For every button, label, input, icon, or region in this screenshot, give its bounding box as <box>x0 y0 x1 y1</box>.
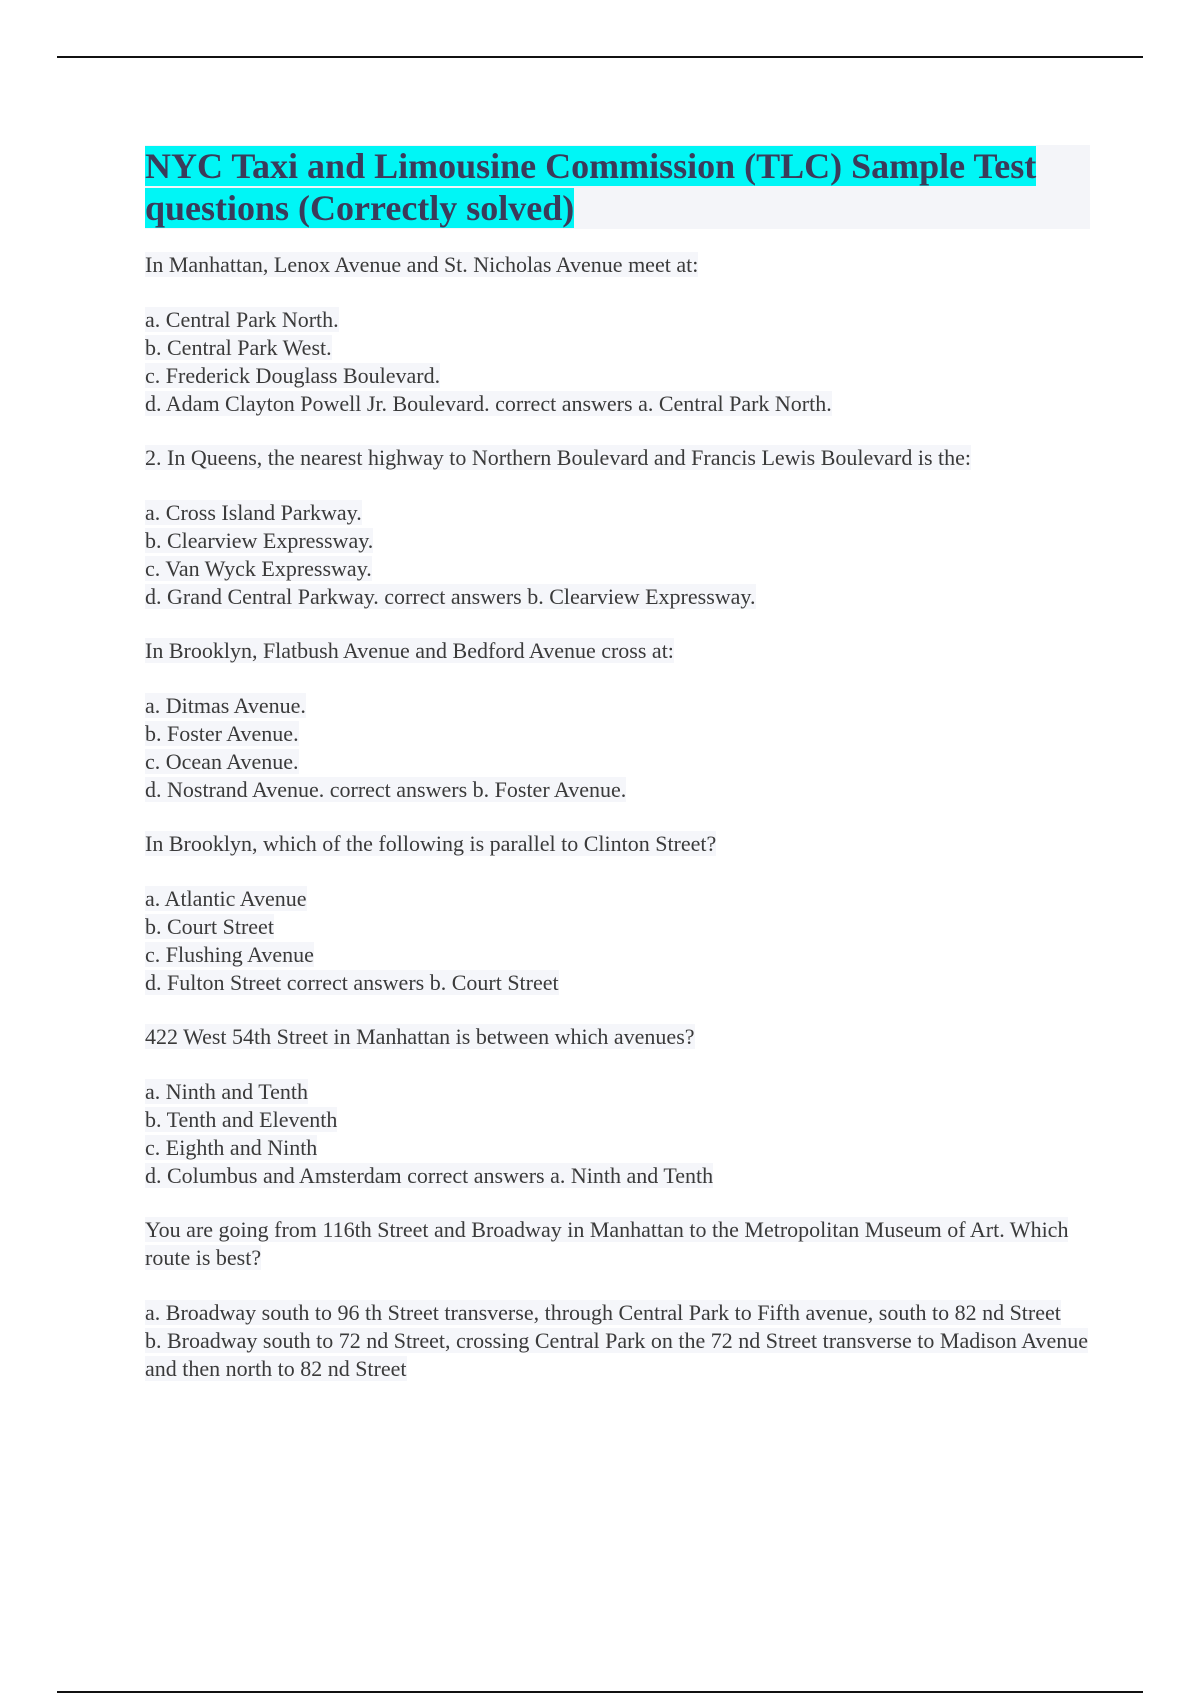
option-b: b. Central Park West. <box>145 335 332 360</box>
option-a: a. Cross Island Parkway. <box>145 500 362 525</box>
question-4 <box>145 830 1090 997</box>
question-text: You are going from 116th Street and Broadway in Manhattan to the Metropolitan Museum of Art. Which route is best? <box>145 1217 1069 1270</box>
option-c: c. Eighth and Ninth <box>145 1135 318 1160</box>
option-c: c. Ocean Avenue. <box>145 749 299 774</box>
option-d-with-answer: d. Grand Central Parkway. correct answers b. Clearview Expressway. <box>145 584 756 609</box>
option-a: a. Broadway south to 96 th Street transverse, through Central Park to Fifth avenue, south to 82 nd Street <box>145 1300 1061 1325</box>
document-body <box>145 145 1090 1409</box>
option-d-with-answer: d. Nostrand Avenue. correct answers b. Foster Avenue. <box>145 777 627 802</box>
option-d-with-answer: d. Fulton Street correct answers b. Court Street <box>145 970 559 995</box>
option-a: a. Atlantic Avenue <box>145 886 307 911</box>
document-title: NYC Taxi and Limousine Commission (TLC) Sample Test questions (Correctly solved) <box>145 146 1037 228</box>
option-b: b. Broadway south to 72 nd Street, crossing Central Park on the 72 nd Street transverse to Madison Avenue and then north to 82 nd Street <box>145 1328 1088 1381</box>
option-a: a. Ninth and Tenth <box>145 1079 309 1104</box>
question-text: In Manhattan, Lenox Avenue and St. Nicholas Avenue meet at: <box>145 252 699 277</box>
option-c: c. Frederick Douglass Boulevard. <box>145 363 441 388</box>
answer-options <box>145 306 1090 418</box>
question-1 <box>145 251 1090 418</box>
footer-rule <box>57 1691 1143 1693</box>
option-c: c. Flushing Avenue <box>145 942 314 967</box>
option-d-with-answer: d. Adam Clayton Powell Jr. Boulevard. correct answers a. Central Park North. <box>145 391 832 416</box>
option-a: a. Ditmas Avenue. <box>145 693 306 718</box>
option-c: c. Van Wyck Expressway. <box>145 556 372 581</box>
question-text: 422 West 54th Street in Manhattan is between which avenues? <box>145 1024 695 1049</box>
answer-options <box>145 499 1090 611</box>
question-2 <box>145 444 1090 611</box>
option-b: b. Court Street <box>145 914 274 939</box>
answer-options <box>145 1078 1090 1190</box>
option-b: b. Tenth and Eleventh <box>145 1107 338 1132</box>
title-block <box>145 145 1090 229</box>
option-d-with-answer: d. Columbus and Amsterdam correct answers a. Ninth and Tenth <box>145 1163 714 1188</box>
option-b: b. Clearview Expressway. <box>145 528 374 553</box>
question-6 <box>145 1216 1090 1383</box>
question-text: In Brooklyn, which of the following is parallel to Clinton Street? <box>145 831 717 856</box>
answer-options <box>145 692 1090 804</box>
question-text: 2. In Queens, the nearest highway to Northern Boulevard and Francis Lewis Boulevard is the: <box>145 445 972 470</box>
option-a: a. Central Park North. <box>145 307 339 332</box>
option-b: b. Foster Avenue. <box>145 721 299 746</box>
question-text: In Brooklyn, Flatbush Avenue and Bedford Avenue cross at: <box>145 638 674 663</box>
question-5 <box>145 1023 1090 1190</box>
question-3 <box>145 637 1090 804</box>
answer-options <box>145 885 1090 997</box>
answer-options <box>145 1299 1090 1383</box>
header-rule <box>57 56 1143 58</box>
